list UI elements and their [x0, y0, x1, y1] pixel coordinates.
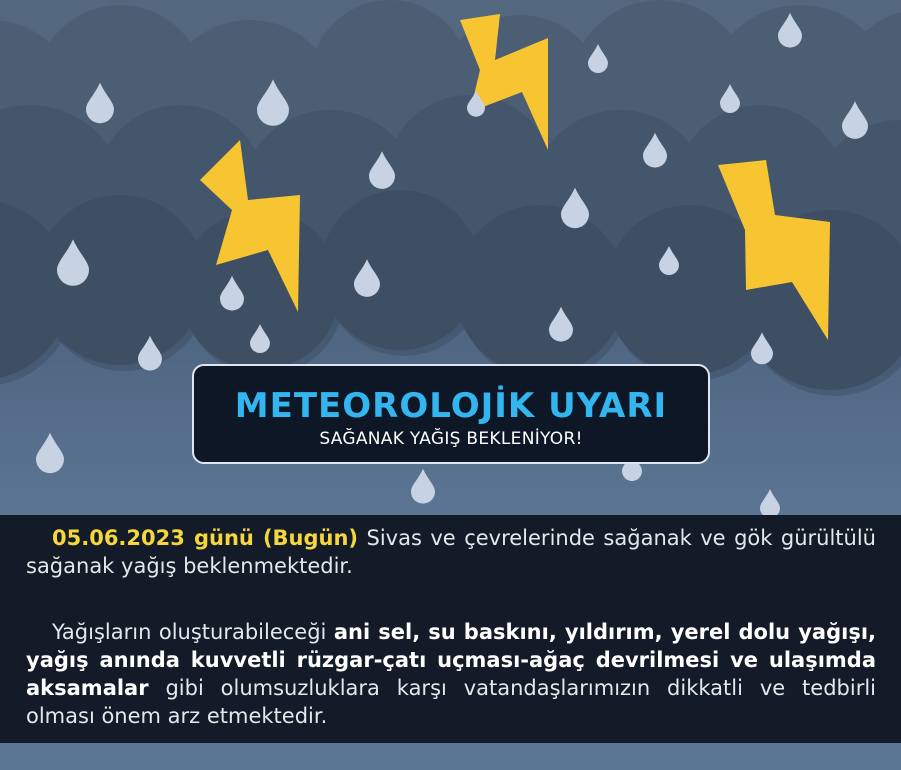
warning-text-panel [0, 515, 901, 743]
hazard-paragraph [26, 618, 876, 730]
warning-title: METEOROLOJİK UYARI [234, 386, 668, 426]
forecast-text: Sivas ve çevrelerinde sağanak ve gök gürültülü sağanak yağış beklenmektedir. [26, 526, 876, 578]
footer-bar [0, 743, 901, 770]
warning-badge [192, 364, 710, 464]
forecast-date: 05.06.2023 günü (Bugün) [52, 526, 359, 550]
hazard-intro: Yağışların oluşturabileceği [52, 620, 334, 644]
hazard-list: ani sel, su baskını, yıldırım, yerel dolu yağışı, yağış anında kuvvetli rüzgar-çatı uçması-ağaç devrilmesi ve ulaşımda aksamalar [26, 620, 876, 700]
warning-subtitle: SAĞANAK YAĞIŞ BEKLENİYOR! [319, 429, 583, 449]
hazard-outro: gibi olumsuzluklara karşı vatandaşlarımızın dikkatli ve tedbirli olması önem arz etmektedir. [26, 676, 876, 728]
forecast-paragraph [26, 524, 876, 580]
